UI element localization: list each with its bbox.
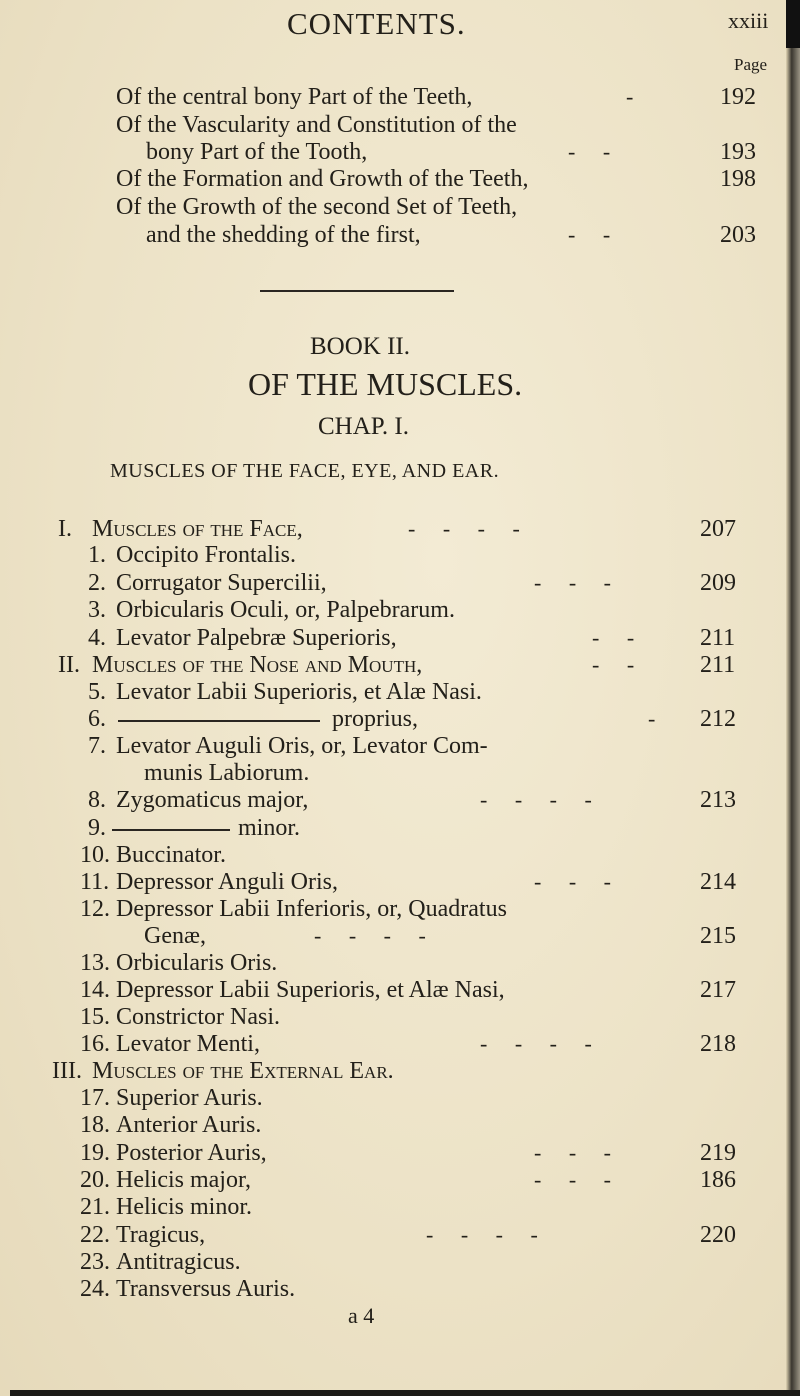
item-text: Levator Labii Superioris, et Alæ Nasi. — [116, 679, 482, 705]
item-number: 9. — [88, 815, 106, 841]
page-number-roman: xxiii — [728, 8, 769, 33]
leader-dash: - - - - — [426, 1222, 538, 1247]
item-text: Orbicularis Oculi, or, Palpebrarum. — [116, 597, 455, 623]
item-number: 19. — [80, 1140, 110, 1166]
item-text: Transversus Auris. — [116, 1276, 296, 1302]
item-number: 21. — [80, 1194, 110, 1220]
item-text: proprius, — [332, 706, 418, 732]
ditto-rule — [112, 829, 230, 831]
item-number: 15. — [80, 1004, 110, 1030]
item-number: 10. — [80, 842, 110, 868]
item-number: 6. — [88, 706, 106, 732]
running-header: CONTENTS. — [287, 6, 466, 41]
item-text: Depressor Labii Superioris, et Alæ Nasi, — [116, 977, 505, 1003]
section-page: 211 — [700, 652, 736, 678]
entry-line: Of the Formation and Growth of the Teeth, — [116, 166, 529, 192]
chapter-title: MUSCLES OF THE FACE, EYE, AND EAR. — [110, 460, 500, 482]
item-page: 220 — [700, 1222, 736, 1248]
entry-line: Of the Vascularity and Constitution of the — [116, 112, 517, 138]
leader-dash: - - — [568, 222, 611, 247]
book-title: OF THE MUSCLES. — [248, 366, 523, 402]
item-number: 5. — [88, 679, 106, 705]
leader-dash: - - — [592, 625, 635, 650]
leader-dash: - - — [592, 652, 635, 677]
leader-dash: - - - - — [480, 787, 592, 812]
item-number: 12. — [80, 896, 110, 922]
item-text: Helicis major, — [116, 1167, 251, 1193]
item-page: 213 — [700, 787, 736, 813]
leader-dash: - - - — [534, 869, 611, 894]
page-corner-shadow — [786, 0, 800, 48]
item-number: 22. — [80, 1222, 110, 1248]
entry-line: bony Part of the Tooth, — [146, 139, 368, 165]
item-number: 24. — [80, 1276, 110, 1302]
item-page: 214 — [700, 869, 736, 895]
item-page: 218 — [700, 1031, 736, 1057]
item-text: Levator Auguli Oris, or, Levator Com- — [116, 733, 488, 759]
item-number: 1. — [88, 542, 106, 568]
leader-dash: - - - — [534, 1167, 611, 1192]
page-bottom-edge — [10, 1390, 800, 1396]
item-text: Zygomaticus major, — [116, 787, 309, 813]
item-page: 219 — [700, 1140, 736, 1166]
item-number: 16. — [80, 1031, 110, 1057]
item-number: 20. — [80, 1167, 110, 1193]
entry-line: Of the central bony Part of the Teeth, — [116, 84, 473, 110]
item-text: Superior Auris. — [116, 1085, 263, 1111]
entry-page: 203 — [720, 222, 756, 248]
item-page: 211 — [700, 625, 736, 651]
item-text: Occipito Frontalis. — [116, 542, 296, 568]
section-numeral: II. — [58, 652, 80, 678]
item-number: 8. — [88, 787, 106, 813]
item-text-continued: munis Labiorum. — [144, 760, 310, 786]
item-page: 186 — [700, 1167, 736, 1193]
page-column-label: Page — [734, 55, 768, 74]
item-text: Antitragicus. — [116, 1249, 241, 1275]
book-label: BOOK II. — [310, 333, 410, 360]
item-text: Corrugator Supercilii, — [116, 570, 327, 596]
entry-line: and the shedding of the first, — [146, 222, 421, 248]
chapter-label: CHAP. I. — [318, 413, 409, 440]
leader-dash: - — [648, 706, 656, 731]
section-page: 207 — [700, 516, 736, 542]
item-text: Posterior Auris, — [116, 1140, 267, 1166]
item-text: Depressor Labii Inferioris, or, Quadratus — [116, 896, 507, 922]
section-title: Muscles of the External Ear. — [92, 1058, 394, 1084]
item-number: 4. — [88, 625, 106, 651]
section-title: Muscles of the Face, — [92, 516, 303, 542]
entry-line: Of the Growth of the second Set of Teeth, — [116, 194, 518, 220]
section-title: Muscles of the Nose and Mouth, — [92, 652, 423, 678]
leader-dash: - - - — [534, 570, 611, 595]
item-text-continued: Genæ, — [144, 923, 206, 949]
ditto-rule — [118, 720, 320, 722]
item-number: 18. — [80, 1112, 110, 1138]
item-page: 217 — [700, 977, 736, 1003]
section-numeral: III. — [52, 1058, 82, 1084]
section-rule — [260, 290, 454, 292]
item-number: 13. — [80, 950, 110, 976]
leader-dash: - - — [568, 139, 611, 164]
item-page: 215 — [700, 923, 736, 949]
item-text: Orbicularis Oris. — [116, 950, 278, 976]
item-page: 209 — [700, 570, 736, 596]
item-text: Depressor Anguli Oris, — [116, 869, 338, 895]
item-text: Levator Menti, — [116, 1031, 260, 1057]
leader-dash: - - - — [534, 1140, 611, 1165]
item-number: 2. — [88, 570, 106, 596]
signature-mark: a 4 — [348, 1303, 375, 1328]
item-number: 14. — [80, 977, 110, 1003]
item-text: Tragicus, — [116, 1222, 206, 1248]
item-page: 212 — [700, 706, 736, 732]
leader-dash: - — [626, 84, 634, 109]
item-number: 7. — [88, 733, 106, 759]
entry-page: 193 — [720, 139, 756, 165]
entry-page: 198 — [720, 166, 756, 192]
item-text: Helicis minor. — [116, 1194, 252, 1220]
item-text: Levator Palpebræ Superioris, — [116, 625, 397, 651]
item-number: 11. — [80, 869, 110, 895]
book-spine — [786, 0, 800, 1396]
item-text: Constrictor Nasi. — [116, 1004, 280, 1030]
item-number: 3. — [88, 597, 106, 623]
leader-dash: - - - - — [408, 516, 520, 541]
item-number: 17. — [80, 1085, 110, 1111]
section-numeral: I. — [58, 516, 72, 542]
entry-page: 192 — [720, 84, 756, 110]
item-text: Anterior Auris. — [116, 1112, 262, 1138]
leader-dash: - - - - — [314, 923, 426, 948]
item-text: Buccinator. — [116, 842, 226, 868]
item-text: minor. — [238, 815, 301, 841]
leader-dash: - - - - — [480, 1031, 592, 1056]
item-number: 23. — [80, 1249, 110, 1275]
